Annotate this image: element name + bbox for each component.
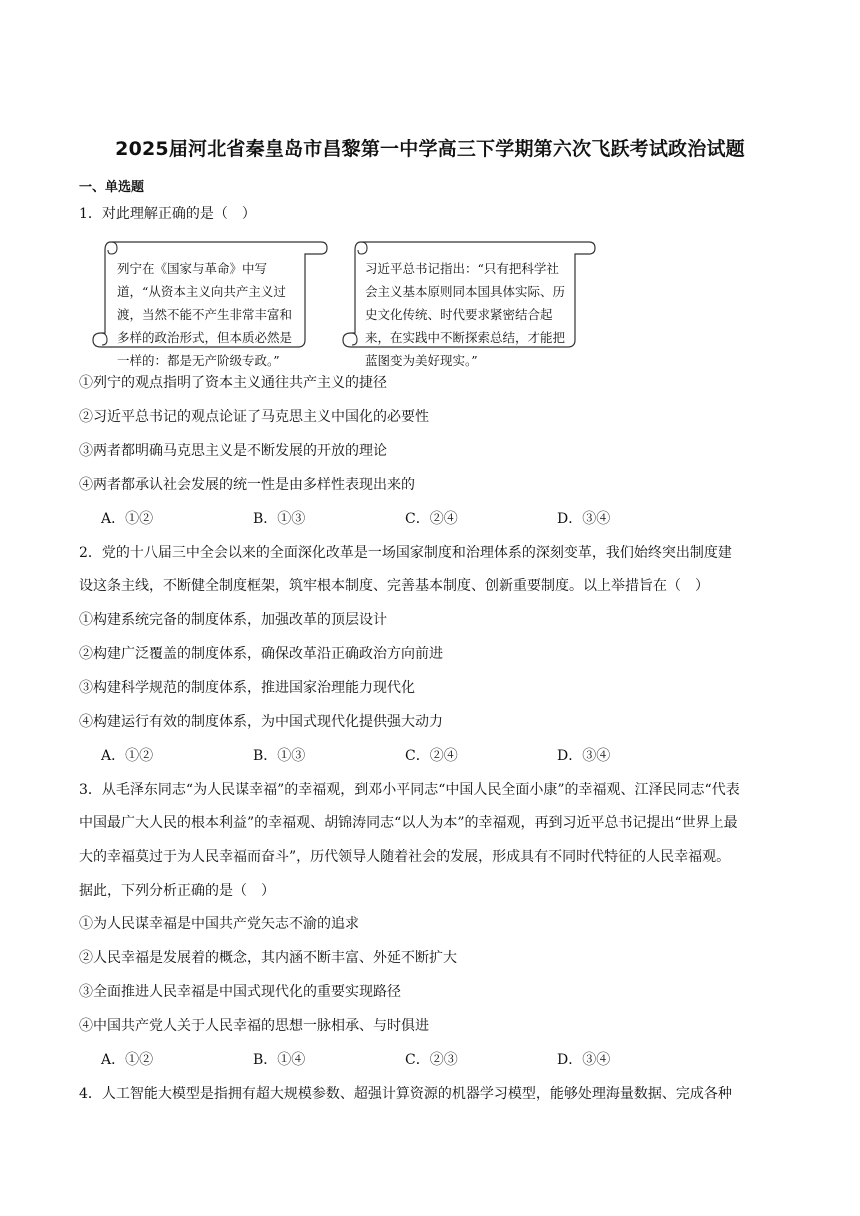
option-d[interactable]: D．③④ [557, 1052, 611, 1068]
q3-item-1: ①为人民谋幸福是中国共产党矢志不渝的追求 [79, 916, 359, 932]
option-d[interactable]: D．③④ [557, 511, 611, 527]
q3-stem-line-2: 中国最广大人民的根本利益”的幸福观、胡锦涛同志“以人为本”的幸福观，再到习近平总书记提出“世界上最 [79, 815, 738, 831]
q3-options [101, 1049, 709, 1069]
q2-item-1: ①构建系统完备的制度体系，加强改革的顶层设计 [79, 612, 387, 628]
q2-item-2: ②构建广泛覆盖的制度体系，确保改革沿正确政治方向前进 [79, 646, 443, 662]
option-a[interactable]: A．①② [101, 748, 154, 764]
option-a[interactable]: A．①② [101, 1052, 154, 1068]
q3-item-3: ③全面推进人民幸福是中国式现代化的重要实现路径 [79, 984, 401, 1000]
q3-stem-line-3: 大的幸福莫过于为人民幸福而奋斗”，历代领导人随着社会的发展，形成具有不同时代特征的人民幸福观。 [79, 849, 731, 865]
scroll-quote-left-text: 列宁在《国家与革命》中写道，“从资本主义向共产主义过渡，当然不能不产生非常丰富和多样的政治形式，但本质必然是一样的：都是无产阶级专政。” [117, 261, 293, 368]
option-c[interactable]: C．②④ [405, 748, 458, 764]
scroll-quote-right [339, 238, 597, 368]
scroll-quote-right-text: 习近平总书记指出：“只有把科学社会主义基本原则同本国具体实际、历史文化传统、时代要求紧密结合起来，在实践中不断探索总结，才能把蓝图变为美好现实。” [365, 261, 566, 368]
q3-item-4: ④中国共产党人关于人民幸福的思想一脉相承、与时俱进 [79, 1018, 429, 1034]
q1-item-2: ②习近平总书记的观点论证了马克思主义中国化的必要性 [79, 409, 429, 425]
q2-options [101, 745, 709, 765]
q3-stem-line-1: 3．从毛泽东同志“为人民谋幸福”的幸福观，到邓小平同志“中国人民全面小康”的幸福观、江泽民同志“代表 [79, 782, 740, 798]
option-b[interactable]: B．①④ [253, 1052, 306, 1068]
section-heading: 一、单选题 [79, 180, 145, 195]
q1-options [101, 508, 709, 528]
q4-stem-line-1: 4．人工智能大模型是指拥有超大规模参数、超强计算资源的机器学习模型，能够处理海量数据、完成各种 [79, 1086, 732, 1102]
q2-item-3: ③构建科学规范的制度体系，推进国家治理能力现代化 [79, 680, 415, 696]
option-b[interactable]: B．①③ [253, 511, 306, 527]
scroll-quote-left [89, 238, 329, 368]
q2-stem-line-2: 设这条主线，不断健全制度框架，筑牢根本制度、完善基本制度、创新重要制度。以上举措旨在（ ） [79, 578, 709, 594]
option-c[interactable]: C．②③ [405, 1052, 458, 1068]
q3-item-2: ②人民幸福是发展着的概念，其内涵不断丰富、外延不断扩大 [79, 950, 457, 966]
q1-item-4: ④两者都承认社会发展的统一性是由多样性表现出来的 [79, 477, 415, 493]
option-a[interactable]: A．①② [101, 511, 154, 527]
q1-item-3: ③两者都明确马克思主义是不断发展的开放的理论 [79, 443, 387, 459]
page-title: 2025届河北省秦皇岛市昌黎第一中学高三下学期第六次飞跃考试政治试题 [115, 138, 745, 160]
q1-item-1: ①列宁的观点指明了资本主义通往共产主义的捷径 [79, 375, 387, 391]
option-c[interactable]: C．②④ [405, 511, 458, 527]
q2-item-4: ④构建运行有效的制度体系，为中国式现代化提供强大动力 [79, 714, 443, 730]
q3-stem-line-4: 据此，下列分析正确的是（ ） [79, 883, 275, 899]
q2-stem-line-1: 2．党的十八届三中全会以来的全面深化改革是一场国家制度和治理体系的深刻变革，我们始终突出制度建 [79, 545, 732, 561]
option-d[interactable]: D．③④ [557, 748, 611, 764]
q1-stem: 1．对此理解正确的是（ ） [79, 206, 256, 222]
option-b[interactable]: B．①③ [253, 748, 306, 764]
